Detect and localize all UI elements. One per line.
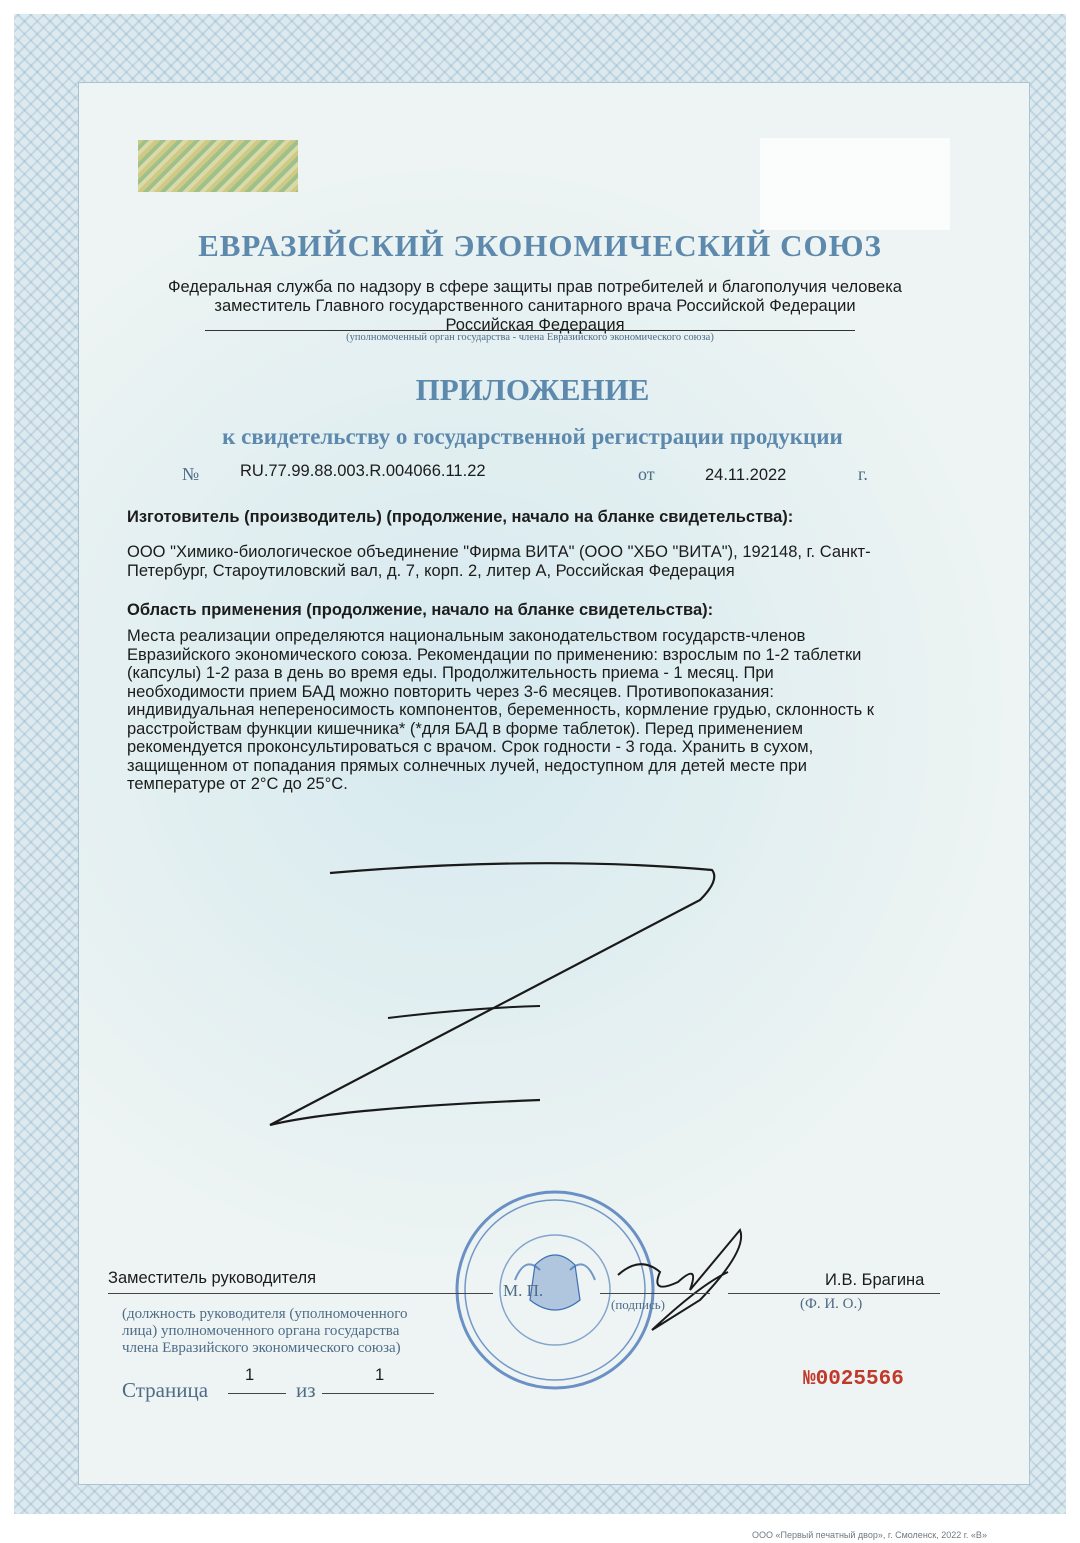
authority-note: (уполномоченный орган государства - члена Евразийского экономического союза) <box>346 332 714 343</box>
year-suffix: г. <box>858 464 868 484</box>
authority-line-3: Российская Федерация <box>445 316 625 334</box>
stamp-label: М. П. <box>503 1281 544 1300</box>
signatory-position: Заместитель руководителя <box>108 1269 317 1287</box>
position-note-line-2: лица) уполномоченного органа государства <box>122 1323 400 1339</box>
authority-line-1: Федеральная служба по надзору в сфере защиты прав потребителей и благополучия человека <box>168 278 902 296</box>
page-total-underline <box>322 1393 434 1394</box>
scope-line: индивидуальная непереносимость компонентов, беременность, кормление грудью, склонность к <box>127 701 875 719</box>
position-note-line-1: (должность руководителя (уполномоченного <box>122 1306 408 1322</box>
page-total: 1 <box>375 1366 385 1384</box>
name-underline <box>728 1293 940 1294</box>
signature-label: (подпись) <box>611 1297 665 1312</box>
authority-line-2: заместитель Главного государственного санитарного врача Российской Федерации <box>214 297 856 315</box>
official-seal <box>457 1192 653 1388</box>
serial-number: №0025566 <box>803 1368 904 1391</box>
scope-line: расстройствам функции кишечника* (*для БАД в форме таблеток). Перед применением <box>127 719 803 738</box>
handwritten-signature <box>618 1230 741 1330</box>
page-number-underline <box>228 1393 286 1394</box>
union-title: ЕВРАЗИЙСКИЙ ЭКОНОМИЧЕСКИЙ СОЮЗ <box>198 228 882 263</box>
name-note: (Ф. И. О.) <box>800 1296 863 1312</box>
date-label: от <box>638 464 655 484</box>
scope-line: необходимости прием БАД можно повторить через 3-6 месяцев. Противопоказания: <box>127 682 774 701</box>
scope-line: Евразийского экономического союза. Рекомендации по применению: взрослым по 1-2 таблетки <box>127 645 862 664</box>
position-note-line-3: члена Евразийского экономического союза) <box>122 1340 401 1356</box>
signature-underline <box>600 1293 710 1294</box>
annex-title: ПРИЛОЖЕНИЕ <box>415 372 650 407</box>
scope-line: Места реализации определяются национальным законодательством государств-членов <box>127 627 806 645</box>
printer-note: ООО «Первый печатный двор», г. Смоленск, 2022 г. «В» <box>752 1530 987 1540</box>
position-underline <box>108 1293 493 1294</box>
of-label: из <box>296 1378 316 1402</box>
position-note <box>122 1306 408 1357</box>
signatory-name: И.В. Брагина <box>825 1271 925 1289</box>
scope-heading: Область применения (продолжение, начало на бланке свидетельства): <box>127 601 714 619</box>
page-number: 1 <box>245 1366 255 1384</box>
scope-line: рекомендуется проконсультироваться с врачом. Срок годности - 3 года. Хранить в сухом, <box>127 738 814 756</box>
manufacturer-line-2: Петербург, Староутиловский вал, д. 7, корп. 2, литер А, Российская Федерация <box>127 561 735 580</box>
manufacturer-heading: Изготовитель (производитель) (продолжение, начало на бланке свидетельства): <box>127 508 794 526</box>
certificate-date: 24.11.2022 <box>705 466 787 484</box>
annex-subtitle: к свидетельству о государственной регистрации продукции <box>222 424 843 449</box>
scope-line: температуре от 2°С до 25°С. <box>127 775 348 793</box>
scope-line: (капсулы) 1-2 раза в день во время еды. Продолжительность приема - 1 месяц. При <box>127 664 774 682</box>
scope-line: защищенном от попадания прямых солнечных лучей, недоступном для детей месте при <box>127 756 807 775</box>
z-strike-line <box>270 863 714 1125</box>
page-label: Страница <box>122 1378 209 1402</box>
certificate-number: RU.77.99.88.003.R.004066.11.22 <box>240 462 486 480</box>
z-strike-short <box>388 1006 540 1018</box>
manufacturer-line-1: ООО "Химико-биологическое объединение "Фирма ВИТА" (ООО "ХБО "ВИТА"), 192148, г. Санкт- <box>127 543 871 561</box>
number-label: № <box>182 464 200 484</box>
